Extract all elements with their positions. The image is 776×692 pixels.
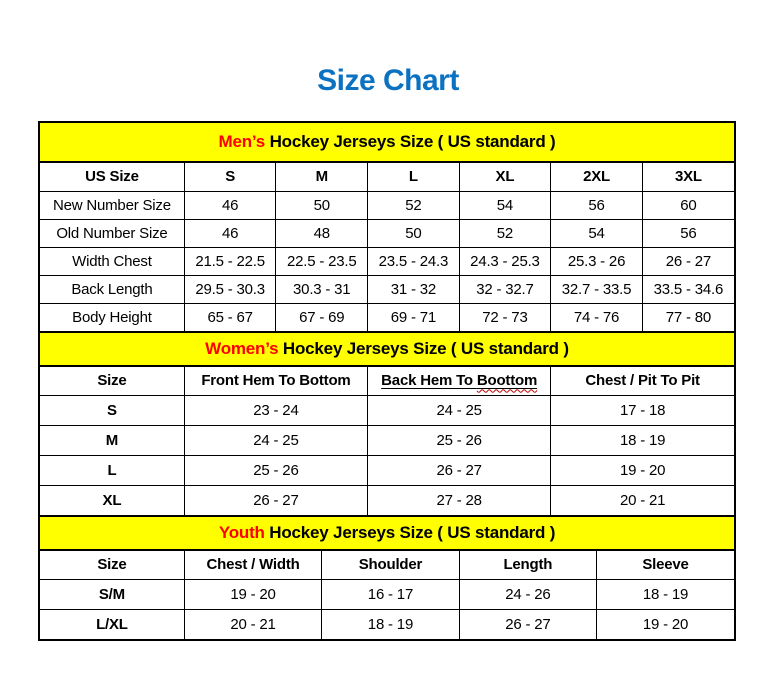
cell: 21.5 - 22.5 [184,247,276,275]
cell: 18 - 19 [551,425,734,455]
column-header: Size [40,551,184,579]
cell: 54 [551,219,643,247]
cell: 26 - 27 [642,247,734,275]
column-header: US Size [40,163,184,191]
column-header: Front Hem To Bottom [184,367,367,395]
row-label: XL [40,485,184,515]
mens-size-table [40,163,734,331]
cell: 25 - 26 [368,425,551,455]
row-label: M [40,425,184,455]
cell: 20 - 21 [184,609,321,639]
table-header-row [40,367,734,395]
column-header: L [368,163,460,191]
column-header: Sleeve [597,551,734,579]
cell: 19 - 20 [184,579,321,609]
banner-text: Hockey Jerseys Size ( US standard ) [278,339,569,358]
womens-section-banner [40,331,734,367]
cell: 29.5 - 30.3 [184,275,276,303]
cell: 22.5 - 23.5 [276,247,368,275]
cell: 60 [642,191,734,219]
row-label: S [40,395,184,425]
cell: 24 - 25 [368,395,551,425]
row-label: L [40,455,184,485]
cell: 69 - 71 [368,303,460,331]
cell: 32 - 32.7 [459,275,551,303]
cell: 32.7 - 33.5 [551,275,643,303]
banner-highlight: Youth [218,523,265,542]
table-header-row [40,163,734,191]
cell: 65 - 67 [184,303,276,331]
table-header-row [40,551,734,579]
cell: 74 - 76 [551,303,643,331]
row-label: S/M [40,579,184,609]
cell: 24 - 26 [459,579,596,609]
cell: 25.3 - 26 [551,247,643,275]
banner-highlight: Women’s [205,339,279,358]
table-row [40,395,734,425]
underlined-header-text [381,372,537,389]
banner-text: Hockey Jerseys Size ( US standard ) [264,523,556,542]
size-chart-sheet [38,121,736,641]
cell: 46 [184,191,276,219]
banner-highlight: Men’s [218,132,266,151]
cell: 26 - 27 [459,609,596,639]
row-label: Body Height [40,303,184,331]
cell: 26 - 27 [184,485,367,515]
cell: 19 - 20 [551,455,734,485]
misspelled-word: Boottom [476,372,538,390]
cell: 52 [459,219,551,247]
header-text-prefix: Back Hem To [381,372,477,390]
column-header: 3XL [642,163,734,191]
cell: 20 - 21 [551,485,734,515]
cell: 18 - 19 [322,609,459,639]
row-label: Width Chest [40,247,184,275]
cell: 23.5 - 24.3 [368,247,460,275]
cell: 54 [459,191,551,219]
cell: 56 [551,191,643,219]
row-label: Back Length [40,275,184,303]
cell: 46 [184,219,276,247]
cell: 48 [276,219,368,247]
column-header: Chest / Pit To Pit [551,367,734,395]
youth-section-banner [40,515,734,551]
table-row [40,247,734,275]
column-header: S [184,163,276,191]
table-row [40,425,734,455]
cell: 24 - 25 [184,425,367,455]
row-label: Old Number Size [40,219,184,247]
table-row [40,609,734,639]
cell: 50 [276,191,368,219]
cell: 31 - 32 [368,275,460,303]
table-row [40,303,734,331]
cell: 18 - 19 [597,579,734,609]
cell: 67 - 69 [276,303,368,331]
cell: 26 - 27 [368,455,551,485]
youth-size-table [40,551,734,639]
cell: 23 - 24 [184,395,367,425]
column-header: Length [459,551,596,579]
cell: 72 - 73 [459,303,551,331]
column-header: Shoulder [322,551,459,579]
table-row [40,485,734,515]
cell: 16 - 17 [322,579,459,609]
table-row [40,275,734,303]
row-label: L/XL [40,609,184,639]
column-header [368,367,551,395]
cell: 24.3 - 25.3 [459,247,551,275]
column-header: Chest / Width [184,551,321,579]
cell: 19 - 20 [597,609,734,639]
table-row [40,191,734,219]
mens-section-banner [40,123,734,163]
cell: 77 - 80 [642,303,734,331]
cell: 56 [642,219,734,247]
cell: 25 - 26 [184,455,367,485]
cell: 30.3 - 31 [276,275,368,303]
cell: 27 - 28 [368,485,551,515]
page-title: Size Chart [317,64,459,97]
womens-size-table [40,367,734,515]
cell: 50 [368,219,460,247]
column-header: Size [40,367,184,395]
table-row [40,455,734,485]
table-row [40,219,734,247]
column-header: XL [459,163,551,191]
table-row [40,579,734,609]
row-label: New Number Size [40,191,184,219]
cell: 17 - 18 [551,395,734,425]
cell: 33.5 - 34.6 [642,275,734,303]
cell: 52 [368,191,460,219]
banner-text: Hockey Jerseys Size ( US standard ) [265,132,556,151]
column-header: 2XL [551,163,643,191]
column-header: M [276,163,368,191]
